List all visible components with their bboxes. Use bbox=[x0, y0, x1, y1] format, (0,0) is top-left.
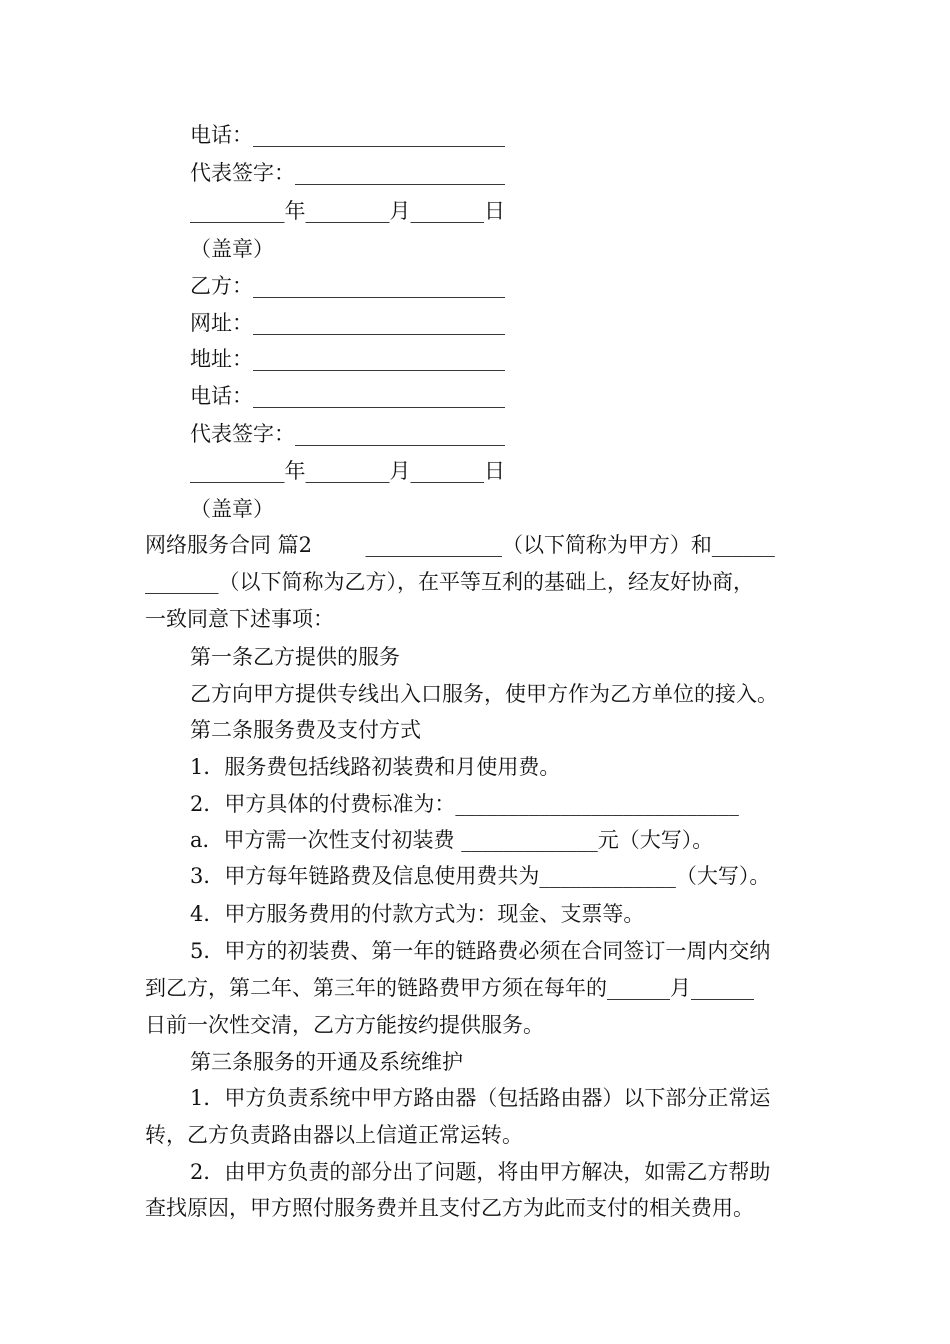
date-line-a: _________年________月_______日 bbox=[190, 199, 505, 223]
article3-title: 第三条服务的开通及系统维护 bbox=[190, 1050, 463, 1074]
article2-item3: 3．甲方每年链路费及信息使用费共为_____________（大写）。 bbox=[190, 864, 771, 888]
party-b-line: 乙方：________________________ bbox=[190, 274, 505, 298]
article2-item5-line3: 日前一次性交清，乙方方能按约提供服务。 bbox=[145, 1013, 544, 1037]
contract2-intro-line1: 网络服务合同 篇2 _____________（以下简称为甲方）和______ bbox=[145, 533, 775, 557]
contract2-intro-line3: 一致同意下述事项： bbox=[145, 607, 334, 631]
phone-line-b: 电话：________________________ bbox=[190, 384, 505, 408]
article3-item1-line2: 转，乙方负责路由器以上信道正常运转。 bbox=[145, 1123, 523, 1147]
phone-line-a: 电话：________________________ bbox=[190, 123, 505, 147]
article2-item5-line1: 5．甲方的初装费、第一年的链路费必须在合同签订一周内交纳 bbox=[190, 939, 771, 963]
article3-item1-line1: 1．甲方负责系统中甲方路由器（包括路由器）以下部分正常运 bbox=[190, 1086, 771, 1110]
address-line: 地址：________________________ bbox=[190, 347, 505, 371]
rep-signature-line-a: 代表签字：____________________ bbox=[190, 161, 505, 185]
article2-title: 第二条服务费及支付方式 bbox=[190, 718, 421, 742]
article2-item5-line2: 到乙方，第二年、第三年的链路费甲方须在每年的______月______ bbox=[145, 976, 754, 1000]
article1-body: 乙方向甲方提供专线出入口服务，使甲方作为乙方单位的接入。 bbox=[190, 682, 778, 706]
article2-item2: 2．甲方具体的付费标准为：___________________________ bbox=[190, 792, 739, 816]
article3-item2-line2: 查找原因，甲方照付服务费并且支付乙方为此而支付的相关费用。 bbox=[145, 1196, 754, 1220]
contract2-intro-line2: _______（以下简称为乙方），在平等互利的基础上，经友好协商， bbox=[145, 570, 754, 594]
article2-item1: 1．服务费包括线路初装费和月使用费。 bbox=[190, 755, 561, 779]
article2-item4: 4．甲方服务费用的付款方式为：现金、支票等。 bbox=[190, 902, 645, 926]
website-line: 网址：________________________ bbox=[190, 311, 505, 335]
article1-title: 第一条乙方提供的服务 bbox=[190, 645, 400, 669]
article2-item-a: a．甲方需一次性支付初装费 _____________元（大写）。 bbox=[190, 828, 714, 852]
date-line-b: _________年________月_______日 bbox=[190, 459, 505, 483]
article3-item2-line1: 2．由甲方负责的部分出了问题，将由甲方解决，如需乙方帮助 bbox=[190, 1160, 771, 1184]
rep-signature-line-b: 代表签字：____________________ bbox=[190, 422, 505, 446]
seal-label-a: （盖章） bbox=[190, 237, 274, 261]
seal-label-b: （盖章） bbox=[190, 497, 274, 521]
